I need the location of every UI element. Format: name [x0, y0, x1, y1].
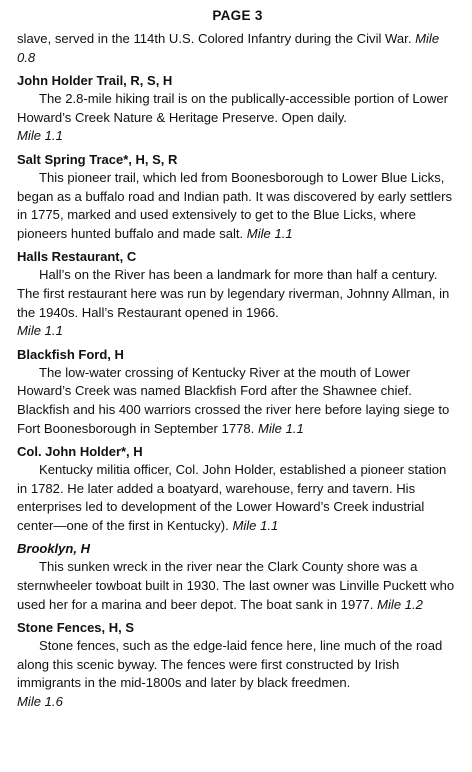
- mile-marker: Mile 0.8: [17, 31, 440, 65]
- entry-body: This pioneer trail, which led from Boonesborough to Lower Blue Licks, began as a buffalo road and Indian path. It was discovered by early settlers in 1775, marked and used extensively to get to the Blue Licks, where pioneers hunted buffalo and made salt.: [17, 169, 453, 241]
- entry-heading: Col. John Holder*, H: [17, 444, 143, 460]
- entry-blackfish-ford: [17, 345, 458, 438]
- entry-john-holder-trail: [17, 71, 458, 146]
- mile-marker: Mile 1.1: [232, 517, 279, 533]
- entry-heading: Brooklyn, H: [17, 541, 90, 557]
- entry-body: slave, served in the 114th U.S. Colored Infantry during the Civil War.: [17, 31, 412, 46]
- entry-heading: Stone Fences, H, S: [17, 620, 135, 636]
- entry-heading: Halls Restaurant, C: [17, 249, 137, 265]
- entry-halls-restaurant: [17, 247, 458, 340]
- entry-text: [17, 558, 458, 614]
- mile-marker: Mile 1.1: [246, 225, 293, 241]
- mile-marker: Mile 1.1: [17, 128, 63, 144]
- entry-body: The 2.8-mile hiking trail is on the publically-accessible portion of Lower Howard’s Creek Nature & Heritage Preserve. Open daily.: [17, 91, 449, 125]
- entry-text: [17, 266, 458, 340]
- mile-marker: Mile 1.1: [257, 420, 304, 436]
- mile-marker: Mile 1.6: [17, 694, 63, 710]
- mile-marker: Mile 1.2: [377, 596, 423, 612]
- page-title: PAGE 3: [212, 8, 263, 23]
- entry-col-john-holder: [17, 442, 458, 535]
- entry-text: [17, 364, 458, 438]
- entry-text: [17, 169, 458, 243]
- entry-body: The low-water crossing of Kentucky River at the mouth of Lower Howard’s Creek was named Blackfish Ford after the Shawnee chief. Blackfish and his 400 warriors crossed the river here before laying siege to Fort Boonesborough in September 1778.: [17, 364, 450, 436]
- entry-text: [17, 30, 458, 67]
- entry-stone-fences: [17, 618, 458, 711]
- entry-body: This sunken wreck in the river near the Clark County shore was a sternwheeler towboat built in 1930. The last owner was Linville Puckett who used her for a marina and beer depot. The boat sank in 1977.: [17, 559, 455, 612]
- entry-text: [17, 461, 458, 535]
- mile-marker: Mile 1.1: [17, 323, 63, 339]
- entry-body: Hall’s on the River has been a landmark for more than half a century. The first restaurant here was run by legendary riverman, Johnny Allman, in the 1940s. Hall’s Restaurant opened in 1966.: [17, 267, 450, 320]
- entry-brooklyn: [17, 539, 458, 614]
- entry-body: Kentucky militia officer, Col. John Holder, established a pioneer station in 1782. He later added a boatyard, warehouse, ferry and tavern. His enterprises led to development of the Lower Howard’s Creek industrial center—one of the first in Kentucky).: [17, 462, 447, 533]
- entry-heading: Blackfish Ford, H: [17, 346, 124, 362]
- entry-heading: Salt Spring Trace*, H, S, R: [17, 151, 178, 167]
- continued-entry: [17, 30, 458, 67]
- entry-body: Stone fences, such as the edge-laid fence here, line much of the road along this scenic byway. The fences were first constructed by Irish immigrants in the mid-1800s and later by black freedmen.: [17, 638, 443, 691]
- entry-text: [17, 90, 458, 146]
- entry-text: [17, 637, 458, 711]
- entry-heading: John Holder Trail, R, S, H: [17, 73, 173, 89]
- entry-salt-spring-trace: [17, 150, 458, 243]
